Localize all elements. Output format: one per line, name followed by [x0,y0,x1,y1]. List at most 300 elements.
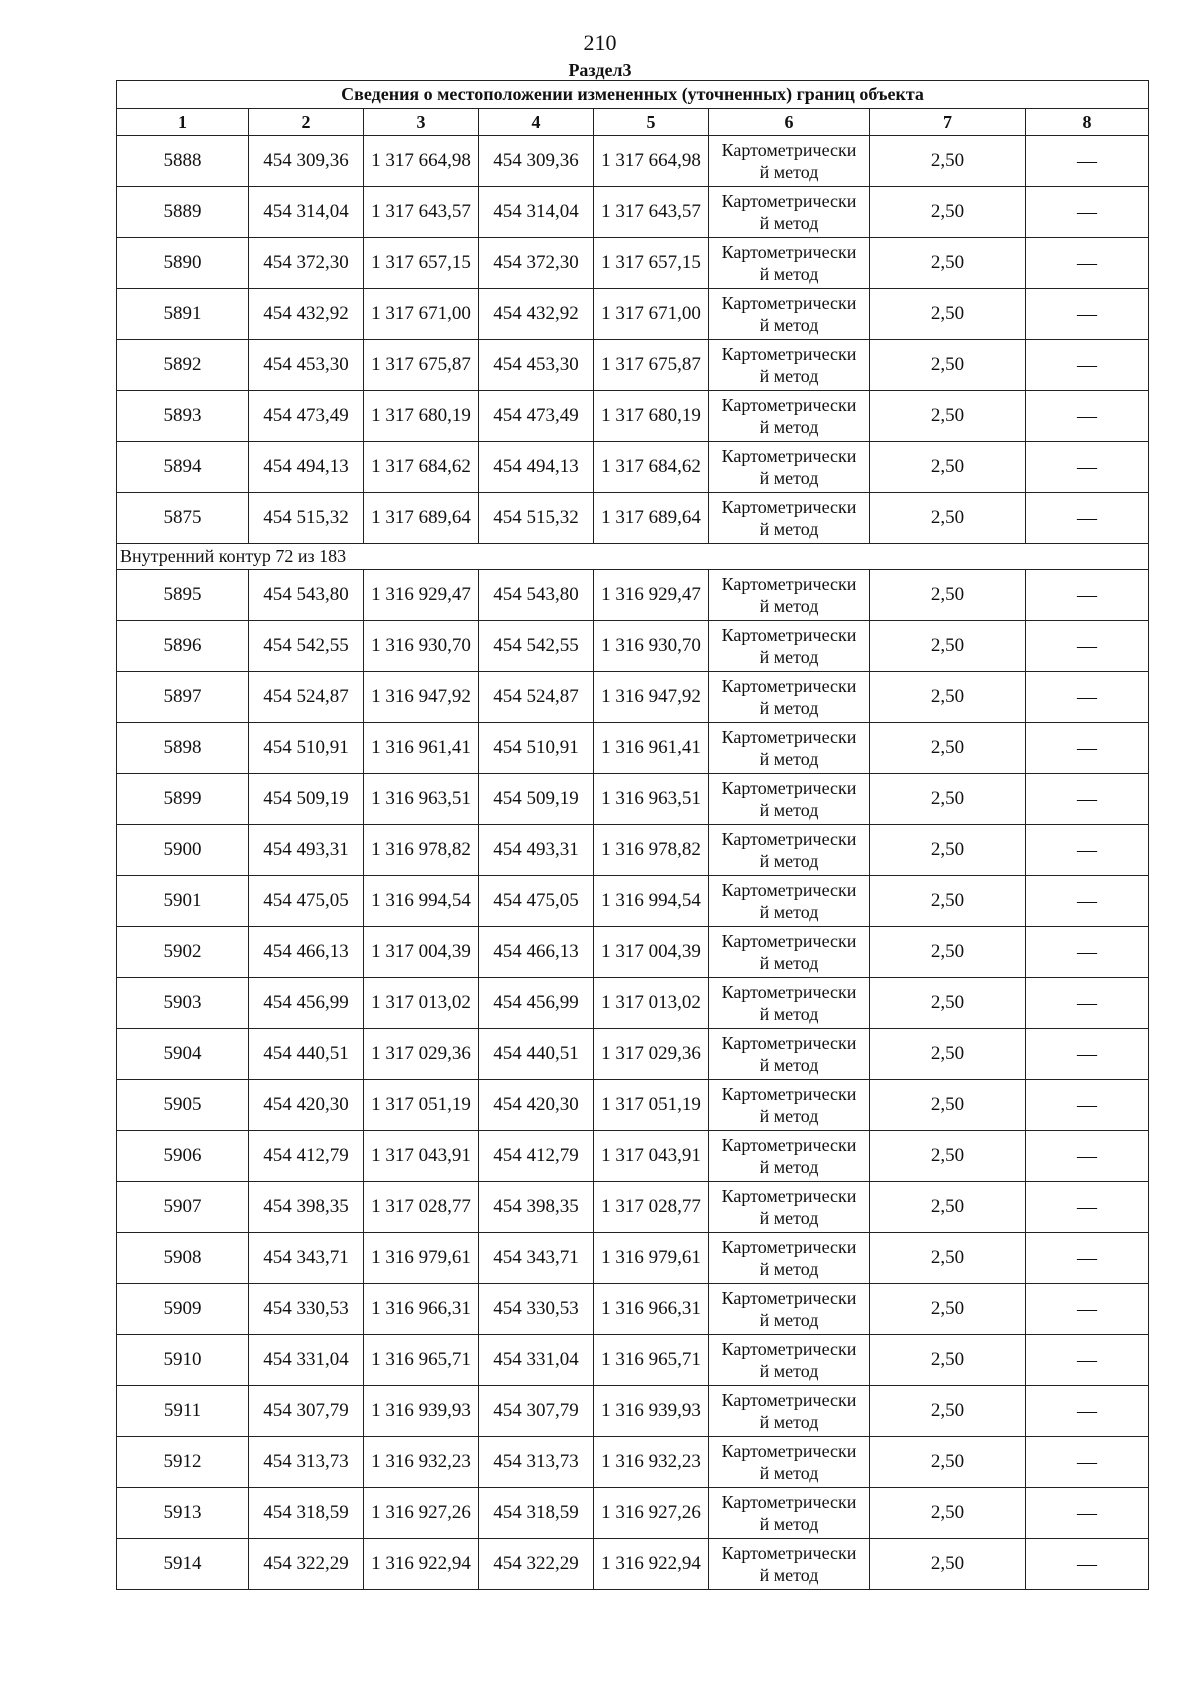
x-existing-cell: 454 494,13 [249,442,364,493]
accuracy-cell: 2,50 [870,187,1026,238]
x-refined-cell: 454 314,04 [479,187,594,238]
y-refined-cell: 1 316 932,23 [594,1437,709,1488]
y-existing-cell: 1 317 657,15 [364,238,479,289]
point-id-cell: 5875 [117,493,249,544]
method-line-2: й метод [759,1310,819,1330]
y-refined-cell: 1 317 675,87 [594,340,709,391]
x-refined-cell: 454 493,31 [479,825,594,876]
method-cell [709,672,870,723]
method-cell [709,570,870,621]
x-existing-cell: 454 307,79 [249,1386,364,1437]
accuracy-cell: 2,50 [870,1437,1026,1488]
method-line-2: й метод [759,1055,819,1075]
description-cell: — [1026,1335,1149,1386]
x-refined-cell: 454 307,79 [479,1386,594,1437]
x-existing-cell: 454 453,30 [249,340,364,391]
method-line-2: й метод [759,1157,819,1177]
accuracy-cell: 2,50 [870,1080,1026,1131]
x-refined-cell: 454 543,80 [479,570,594,621]
point-id-cell: 5902 [117,927,249,978]
method-line-2: й метод [759,519,819,539]
y-refined-cell: 1 316 979,61 [594,1233,709,1284]
method-cell [709,774,870,825]
description-cell: — [1026,1488,1149,1539]
method-cell [709,1080,870,1131]
method-cell [709,1386,870,1437]
table-row [117,927,1149,978]
method-cell [709,621,870,672]
method-cell [709,1335,870,1386]
table-row [117,340,1149,391]
method-line-1: Картометрически [721,446,857,466]
description-cell: — [1026,1386,1149,1437]
y-refined-cell: 1 316 930,70 [594,621,709,672]
y-existing-cell: 1 316 932,23 [364,1437,479,1488]
x-existing-cell: 454 322,29 [249,1539,364,1590]
y-refined-cell: 1 317 029,36 [594,1029,709,1080]
method-line-2: й метод [759,902,819,922]
point-id-cell: 5906 [117,1131,249,1182]
method-line-1: Картометрически [721,676,857,696]
y-existing-cell: 1 317 043,91 [364,1131,479,1182]
y-refined-cell: 1 317 028,77 [594,1182,709,1233]
x-refined-cell: 454 453,30 [479,340,594,391]
point-id-cell: 5894 [117,442,249,493]
method-line-2: й метод [759,1463,819,1483]
point-id-cell: 5901 [117,876,249,927]
x-refined-cell: 454 318,59 [479,1488,594,1539]
accuracy-cell: 2,50 [870,825,1026,876]
y-existing-cell: 1 317 671,00 [364,289,479,340]
x-existing-cell: 454 330,53 [249,1284,364,1335]
y-existing-cell: 1 317 013,02 [364,978,479,1029]
y-existing-cell: 1 317 664,98 [364,136,479,187]
accuracy-cell: 2,50 [870,1131,1026,1182]
y-existing-cell: 1 317 029,36 [364,1029,479,1080]
method-line-1: Картометрически [721,880,857,900]
method-line-1: Картометрически [721,293,857,313]
y-refined-cell: 1 316 963,51 [594,774,709,825]
method-cell [709,1131,870,1182]
table-caption: Сведения о местоположении измененных (уточненных) границ объекта [117,81,1149,109]
table-row [117,136,1149,187]
table-row [117,774,1149,825]
x-existing-cell: 454 432,92 [249,289,364,340]
method-line-2: й метод [759,264,819,284]
point-id-cell: 5913 [117,1488,249,1539]
method-cell [709,825,870,876]
table-row [117,442,1149,493]
method-line-1: Картометрически [721,1135,857,1155]
description-cell: — [1026,1131,1149,1182]
point-id-cell: 5897 [117,672,249,723]
table-row [117,723,1149,774]
method-line-2: й метод [759,749,819,769]
y-existing-cell: 1 317 051,19 [364,1080,479,1131]
point-id-cell: 5896 [117,621,249,672]
method-line-2: й метод [759,1565,819,1585]
x-refined-cell: 454 322,29 [479,1539,594,1590]
method-line-1: Картометрически [721,191,857,211]
y-refined-cell: 1 316 966,31 [594,1284,709,1335]
method-line-1: Картометрически [721,1288,857,1308]
point-id-cell: 5905 [117,1080,249,1131]
x-existing-cell: 454 313,73 [249,1437,364,1488]
method-cell [709,340,870,391]
y-refined-cell: 1 316 939,93 [594,1386,709,1437]
y-refined-cell: 1 316 947,92 [594,672,709,723]
point-id-cell: 5914 [117,1539,249,1590]
accuracy-cell: 2,50 [870,1386,1026,1437]
point-id-cell: 5892 [117,340,249,391]
table-row [117,1182,1149,1233]
method-line-1: Картометрически [721,344,857,364]
method-line-1: Картометрически [721,1237,857,1257]
accuracy-cell: 2,50 [870,442,1026,493]
accuracy-cell: 2,50 [870,136,1026,187]
x-existing-cell: 454 524,87 [249,672,364,723]
method-line-2: й метод [759,417,819,437]
method-line-1: Картометрически [721,982,857,1002]
method-line-2: й метод [759,213,819,233]
x-refined-cell: 454 542,55 [479,621,594,672]
x-existing-cell: 454 331,04 [249,1335,364,1386]
x-existing-cell: 454 456,99 [249,978,364,1029]
column-number-5: 5 [594,109,709,136]
method-cell [709,1029,870,1080]
method-line-1: Картометрически [721,1339,857,1359]
description-cell: — [1026,136,1149,187]
description-cell: — [1026,1182,1149,1233]
accuracy-cell: 2,50 [870,723,1026,774]
x-existing-cell: 454 515,32 [249,493,364,544]
method-line-1: Картометрически [721,1492,857,1512]
x-existing-cell: 454 510,91 [249,723,364,774]
x-existing-cell: 454 309,36 [249,136,364,187]
column-number-1: 1 [117,109,249,136]
point-id-cell: 5888 [117,136,249,187]
x-refined-cell: 454 330,53 [479,1284,594,1335]
y-refined-cell: 1 316 929,47 [594,570,709,621]
description-cell: — [1026,442,1149,493]
method-cell [709,978,870,1029]
method-line-2: й метод [759,1514,819,1534]
table-row [117,391,1149,442]
y-refined-cell: 1 317 643,57 [594,187,709,238]
description-cell: — [1026,621,1149,672]
accuracy-cell: 2,50 [870,238,1026,289]
point-id-cell: 5889 [117,187,249,238]
description-cell: — [1026,1233,1149,1284]
description-cell: — [1026,187,1149,238]
method-line-1: Картометрически [721,1084,857,1104]
accuracy-cell: 2,50 [870,927,1026,978]
y-refined-cell: 1 316 927,26 [594,1488,709,1539]
column-number-6: 6 [709,109,870,136]
y-refined-cell: 1 317 689,64 [594,493,709,544]
description-cell: — [1026,1029,1149,1080]
y-existing-cell: 1 316 965,71 [364,1335,479,1386]
method-cell [709,238,870,289]
point-id-cell: 5898 [117,723,249,774]
description-cell: — [1026,493,1149,544]
y-existing-cell: 1 317 028,77 [364,1182,479,1233]
point-id-cell: 5912 [117,1437,249,1488]
x-existing-cell: 454 412,79 [249,1131,364,1182]
accuracy-cell: 2,50 [870,1488,1026,1539]
column-number-2: 2 [249,109,364,136]
description-cell: — [1026,723,1149,774]
accuracy-cell: 2,50 [870,621,1026,672]
y-refined-cell: 1 317 684,62 [594,442,709,493]
point-id-cell: 5907 [117,1182,249,1233]
accuracy-cell: 2,50 [870,391,1026,442]
table-row [117,876,1149,927]
point-id-cell: 5908 [117,1233,249,1284]
point-id-cell: 5893 [117,391,249,442]
x-existing-cell: 454 466,13 [249,927,364,978]
description-cell: — [1026,825,1149,876]
description-cell: — [1026,927,1149,978]
x-existing-cell: 454 318,59 [249,1488,364,1539]
table-row [117,621,1149,672]
x-refined-cell: 454 473,49 [479,391,594,442]
y-refined-cell: 1 316 978,82 [594,825,709,876]
method-line-1: Картометрически [721,395,857,415]
y-refined-cell: 1 317 664,98 [594,136,709,187]
method-cell [709,136,870,187]
method-line-2: й метод [759,1361,819,1381]
y-existing-cell: 1 317 689,64 [364,493,479,544]
method-cell [709,927,870,978]
table-row [117,1029,1149,1080]
contour-label: Внутренний контур 72 из 183 [117,544,1149,570]
column-number-4: 4 [479,109,594,136]
method-line-1: Картометрически [721,1033,857,1053]
y-refined-cell: 1 316 965,71 [594,1335,709,1386]
x-refined-cell: 454 524,87 [479,672,594,723]
method-line-1: Картометрически [721,1186,857,1206]
y-refined-cell: 1 317 043,91 [594,1131,709,1182]
method-line-1: Картометрически [721,727,857,747]
table-row [117,672,1149,723]
accuracy-cell: 2,50 [870,1029,1026,1080]
method-line-1: Картометрически [721,1543,857,1563]
accuracy-cell: 2,50 [870,774,1026,825]
method-line-2: й метод [759,647,819,667]
y-existing-cell: 1 316 961,41 [364,723,479,774]
x-existing-cell: 454 473,49 [249,391,364,442]
y-refined-cell: 1 317 051,19 [594,1080,709,1131]
accuracy-cell: 2,50 [870,570,1026,621]
table-row [117,1386,1149,1437]
table-row [117,1131,1149,1182]
point-id-cell: 5910 [117,1335,249,1386]
method-line-1: Картометрически [721,1441,857,1461]
accuracy-cell: 2,50 [870,1539,1026,1590]
x-refined-cell: 454 420,30 [479,1080,594,1131]
y-existing-cell: 1 316 929,47 [364,570,479,621]
y-existing-cell: 1 316 994,54 [364,876,479,927]
x-refined-cell: 454 372,30 [479,238,594,289]
table-row [117,1437,1149,1488]
y-refined-cell: 1 316 922,94 [594,1539,709,1590]
method-line-1: Картометрически [721,778,857,798]
method-line-1: Картометрически [721,242,857,262]
y-existing-cell: 1 317 684,62 [364,442,479,493]
accuracy-cell: 2,50 [870,1335,1026,1386]
method-line-2: й метод [759,1259,819,1279]
method-cell [709,1488,870,1539]
method-line-1: Картометрически [721,574,857,594]
method-cell [709,1284,870,1335]
point-id-cell: 5903 [117,978,249,1029]
y-existing-cell: 1 316 978,82 [364,825,479,876]
point-id-cell: 5899 [117,774,249,825]
description-cell: — [1026,672,1149,723]
description-cell: — [1026,238,1149,289]
point-id-cell: 5904 [117,1029,249,1080]
method-line-2: й метод [759,698,819,718]
table-row [117,1233,1149,1284]
method-line-1: Картометрически [721,931,857,951]
x-refined-cell: 454 432,92 [479,289,594,340]
method-line-2: й метод [759,1004,819,1024]
method-cell [709,876,870,927]
x-existing-cell: 454 314,04 [249,187,364,238]
x-existing-cell: 454 542,55 [249,621,364,672]
accuracy-cell: 2,50 [870,876,1026,927]
x-refined-cell: 454 475,05 [479,876,594,927]
table-row [117,978,1149,1029]
method-cell [709,493,870,544]
description-cell: — [1026,570,1149,621]
x-existing-cell: 454 475,05 [249,876,364,927]
method-line-2: й метод [759,596,819,616]
column-number-7: 7 [870,109,1026,136]
y-existing-cell: 1 316 939,93 [364,1386,479,1437]
method-line-2: й метод [759,1106,819,1126]
description-cell: — [1026,1539,1149,1590]
y-existing-cell: 1 316 963,51 [364,774,479,825]
x-refined-cell: 454 456,99 [479,978,594,1029]
method-line-2: й метод [759,315,819,335]
method-line-2: й метод [759,1412,819,1432]
table-row [117,493,1149,544]
point-id-cell: 5900 [117,825,249,876]
description-cell: — [1026,289,1149,340]
description-cell: — [1026,1437,1149,1488]
table-row [117,825,1149,876]
y-refined-cell: 1 316 994,54 [594,876,709,927]
x-existing-cell: 454 440,51 [249,1029,364,1080]
y-existing-cell: 1 317 675,87 [364,340,479,391]
method-line-2: й метод [759,851,819,871]
table-body [117,136,1149,1590]
y-existing-cell: 1 317 680,19 [364,391,479,442]
table-row [117,570,1149,621]
description-cell: — [1026,1080,1149,1131]
x-refined-cell: 454 331,04 [479,1335,594,1386]
table-row [117,1539,1149,1590]
method-line-1: Картометрически [721,497,857,517]
accuracy-cell: 2,50 [870,340,1026,391]
description-cell: — [1026,876,1149,927]
table-row [117,238,1149,289]
x-refined-cell: 454 440,51 [479,1029,594,1080]
table-row [117,187,1149,238]
y-existing-cell: 1 317 004,39 [364,927,479,978]
accuracy-cell: 2,50 [870,1284,1026,1335]
y-existing-cell: 1 316 947,92 [364,672,479,723]
method-line-2: й метод [759,366,819,386]
accuracy-cell: 2,50 [870,493,1026,544]
accuracy-cell: 2,50 [870,1233,1026,1284]
column-number-3: 3 [364,109,479,136]
column-number-8: 8 [1026,109,1149,136]
table-row [117,1335,1149,1386]
description-cell: — [1026,774,1149,825]
y-refined-cell: 1 317 004,39 [594,927,709,978]
accuracy-cell: 2,50 [870,289,1026,340]
y-refined-cell: 1 317 013,02 [594,978,709,1029]
page-number: 210 [583,30,617,55]
method-line-1: Картометрически [721,1390,857,1410]
method-cell [709,1182,870,1233]
x-refined-cell: 454 510,91 [479,723,594,774]
point-id-cell: 5895 [117,570,249,621]
method-line-1: Картометрически [721,625,857,645]
x-refined-cell: 454 398,35 [479,1182,594,1233]
method-line-1: Картометрически [721,140,857,160]
contour-label-row [117,544,1149,570]
y-existing-cell: 1 316 922,94 [364,1539,479,1590]
table-row [117,1080,1149,1131]
x-refined-cell: 454 313,73 [479,1437,594,1488]
section-title: Раздел3 [568,60,632,80]
x-existing-cell: 454 509,19 [249,774,364,825]
method-cell [709,187,870,238]
y-refined-cell: 1 317 657,15 [594,238,709,289]
x-refined-cell: 454 509,19 [479,774,594,825]
y-refined-cell: 1 316 961,41 [594,723,709,774]
x-existing-cell: 454 343,71 [249,1233,364,1284]
accuracy-cell: 2,50 [870,978,1026,1029]
method-cell [709,1233,870,1284]
method-cell [709,391,870,442]
method-line-2: й метод [759,953,819,973]
table-row [117,1284,1149,1335]
y-refined-cell: 1 317 671,00 [594,289,709,340]
y-existing-cell: 1 317 643,57 [364,187,479,238]
x-refined-cell: 454 515,32 [479,493,594,544]
table-row [117,1488,1149,1539]
method-cell [709,1539,870,1590]
x-existing-cell: 454 543,80 [249,570,364,621]
y-existing-cell: 1 316 930,70 [364,621,479,672]
x-existing-cell: 454 493,31 [249,825,364,876]
x-refined-cell: 454 412,79 [479,1131,594,1182]
y-refined-cell: 1 317 680,19 [594,391,709,442]
x-refined-cell: 454 494,13 [479,442,594,493]
point-id-cell: 5890 [117,238,249,289]
column-number-row [117,109,1149,136]
description-cell: — [1026,391,1149,442]
x-refined-cell: 454 466,13 [479,927,594,978]
method-cell [709,723,870,774]
point-id-cell: 5909 [117,1284,249,1335]
description-cell: — [1026,1284,1149,1335]
